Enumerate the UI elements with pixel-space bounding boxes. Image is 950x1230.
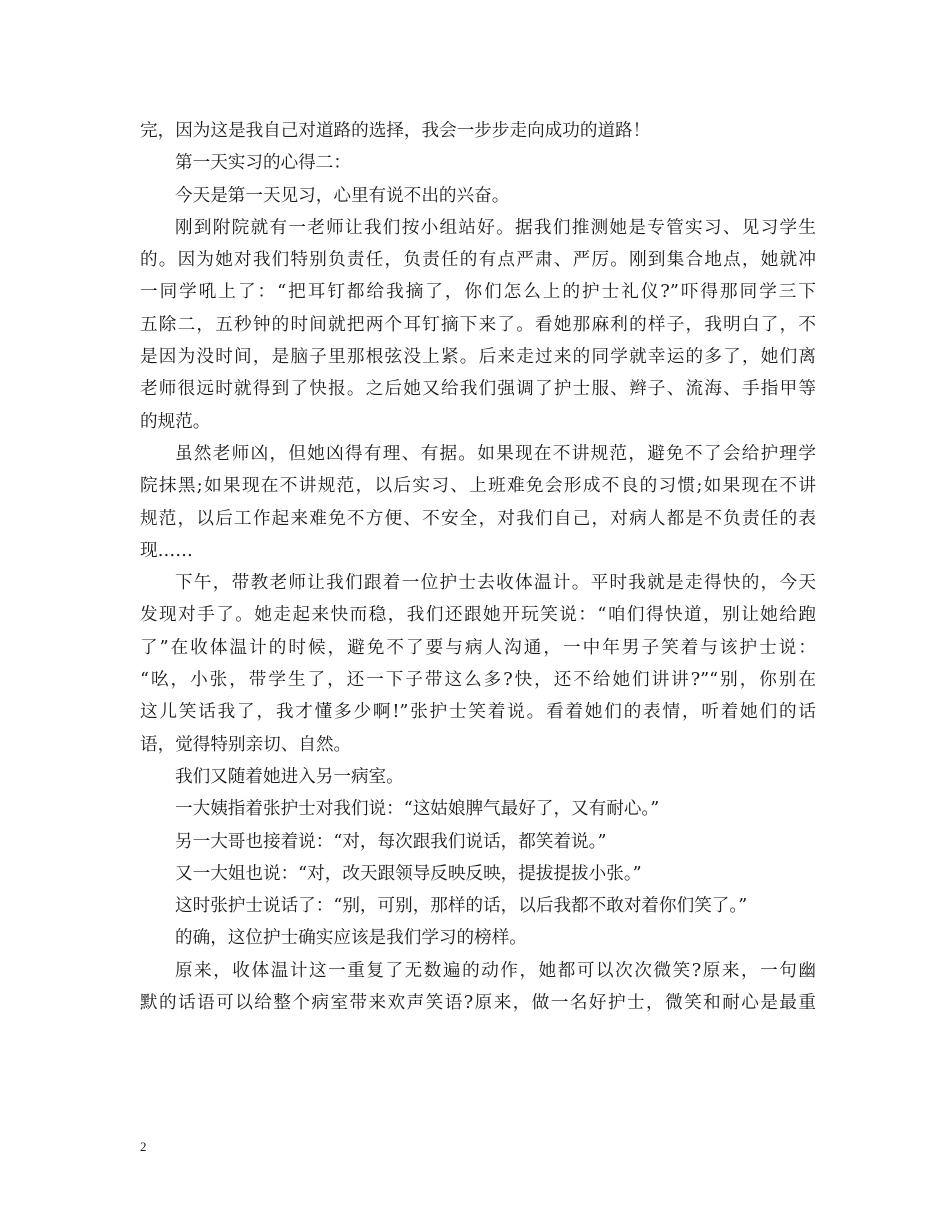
text-line: 今天是第一天见习，心里有说不出的兴奋。 — [175, 185, 510, 206]
text-line: 院抹黑;如果现在不讲规范，以后实习、上班难免会形成不良的习惯;如果现在不讲 — [140, 476, 816, 497]
text-line: 的确，这位护士确实应该是我们学习的榜样。 — [175, 928, 527, 949]
text-line: 老师很远时就得到了快报。之后她又给我们强调了护士服、辫子、流海、手指甲等 — [140, 379, 816, 400]
text-line: 虽然老师凶，但她凶得有理、有据。如果现在不讲规范，避免不了会给护理学 — [175, 443, 816, 464]
text-line: 默的话语可以给整个病室带来欢声笑语?原来，做一名好护士，微笑和耐心是最重 — [140, 993, 816, 1014]
text-line: 了”在收体温计的时候，避免不了要与病人沟通，一中年男子笑着与该护士说： — [140, 637, 816, 658]
text-line: 一大姨指着张护士对我们说：“这姑娘脾气最好了，又有耐心。” — [175, 799, 660, 820]
text-line: 规范，以后工作起来难免不方便、不安全，对我们自己，对病人都是不负责任的表 — [140, 508, 816, 529]
text-line: 一同学吼上了：“把耳钉都给我摘了，你们怎么上的护士礼仪?”吓得那同学三下 — [140, 282, 816, 303]
text-line: 刚到附院就有一老师让我们按小组站好。据我们推测她是专管实习、见习学生 — [175, 217, 816, 238]
text-line: “吆，小张，带学生了，还一下子带这么多?快，还不给她们讲讲?”“别，你别在 — [140, 670, 816, 691]
text-line: 的规范。 — [140, 411, 211, 432]
text-line: 的。因为她对我们特别负责任，负责任的有点严肃、严厉。刚到集合地点，她就冲 — [140, 250, 816, 271]
text-line: 我们又随着她进入另一病室。 — [175, 766, 404, 787]
body-text — [140, 115, 816, 1019]
text-line: 下午，带教老师让我们跟着一位护士去收体温计。平时我就是走得快的，今天 — [175, 573, 816, 594]
text-line: 这儿笑话我了，我才懂多少啊!”张护士笑着说。看着她们的表情，听着她们的话 — [140, 702, 816, 723]
text-line: 五除二，五秒钟的时间就把两个耳钉摘下来了。看她那麻利的样子，我明白了，不 — [140, 314, 816, 335]
text-line: 另一大哥也接着说：“对，每次跟我们说话，都笑着说。” — [175, 831, 607, 852]
text-line: 原来，收体温计这一重复了无数遍的动作，她都可以次次微笑?原来，一句幽 — [175, 960, 816, 981]
section-heading: 第一天实习的心得二： — [175, 153, 351, 174]
text-line: 这时张护士说话了：“别，可别，那样的话，以后我都不敢对着你们笑了。” — [175, 896, 748, 917]
text-line: 完，因为这是我自己对道路的选择，我会一步步走向成功的道路！ — [140, 121, 651, 141]
text-line: 发现对手了。她走起来快而稳，我们还跟她开玩笑说：“咱们得快道，别让她给跑 — [140, 605, 816, 626]
text-line: 语，觉得特别亲切、自然。 — [140, 734, 352, 755]
text-line: 现…… — [140, 540, 193, 561]
text-line: 是因为没时间，是脑子里那根弦没上紧。后来走过来的同学就幸运的多了，她们离 — [140, 347, 816, 368]
text-line: 又一大姐也说：“对，改天跟领导反映反映，提拔提拔小张。” — [175, 863, 642, 884]
page-number: 2 — [140, 1139, 147, 1154]
